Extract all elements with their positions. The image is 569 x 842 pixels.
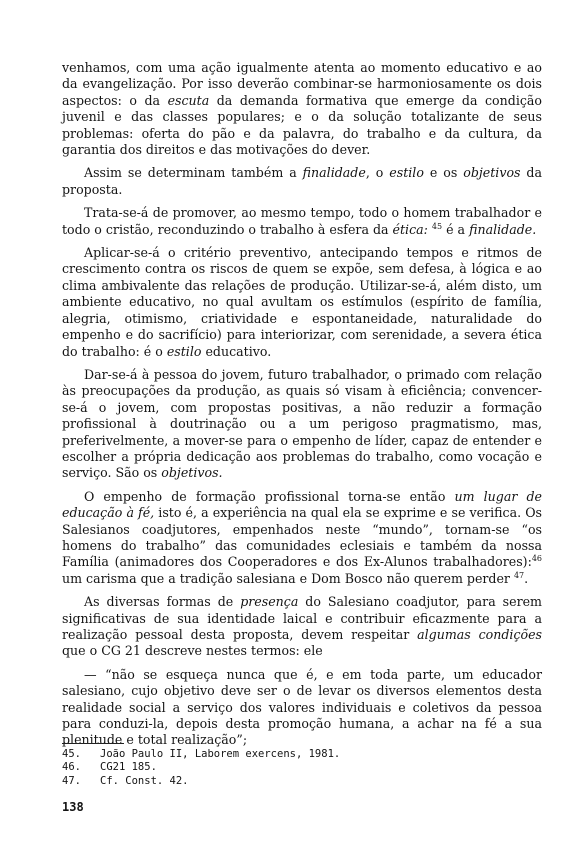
paragraph [62,60,542,158]
emphasis-text: estilo [166,343,202,359]
text-run: . [524,570,529,586]
footnote-number: 46. [62,761,81,774]
text-run: que o CG 21 descreve nestes termos: ele [62,643,323,659]
footnote-ref: 47 [513,570,525,580]
paragraph [62,489,542,587]
emphasis-text: objetivos. [161,465,223,481]
text-run: é a [442,221,470,237]
quote-paragraph [62,667,542,749]
text-run: O empenho de formação profissional torna-se então [84,488,455,504]
text-run: As diversas formas de [84,594,241,610]
emphasis-text: presença [240,594,299,610]
emphasis-text: escuta [167,92,210,108]
footnote [62,761,542,774]
text-run: educativo. [201,343,272,359]
text-run: Aplicar-se-á o critério preventivo, antecipando tempos e ritmos de crescimento contra os riscos de quem se expõe, sem defesa, à lógica e ao clima ambivalente das relações de produção. Utilizar-se-á, além disto, um ambiente educativo, no qual avultam os estímulos (espírito de família, alegria, otimismo, criatividade e espontaneidade, naturalidade do empenho e do sacrifício) para interiorizar, com serenidade, a severa ética do trabalho: é o [62,245,542,359]
text-run: , o [365,165,390,181]
emphasis-text: finalidade. [469,221,537,237]
footnote [62,748,542,761]
paragraph [62,245,542,360]
footnote-text: João Paulo II, Laborem exercens, 1981. [100,748,341,760]
text-run: — “não se esqueça nunca que é, e em toda parte, um educador salesiano, cujo objetivo deve ser o de levar os diversos elementos desta realidade social a serviço dos valores individuais e coletivos da pessoa para conduzi-la, depois desta promoção humana, a achar na fé a sua plenitude e total realização”; [62,666,542,748]
text-run: Assim se determinam também a [84,165,303,181]
footnote-ref: 45 [431,221,443,231]
emphasis-text: finalidade [302,165,366,181]
emphasis-text: estilo [389,165,424,181]
emphasis-text: um lugar de educação à fé, [62,488,542,521]
emphasis-text: objetivos [463,165,521,181]
paragraph [62,205,542,238]
emphasis-text: algumas condições [417,627,542,642]
paragraph [62,367,542,482]
footnote-text: CG21 185. [100,761,157,774]
paragraph [62,165,542,198]
text-run: da demanda formativa que emerge da condição juvenil e das classes populares; e o da solução totalizante de seus problemas: oferta do pão e da palavra, do trabalho e da cultura, da garantia dos direitos e das motivações do dever. [62,92,542,158]
text-run: do Salesiano coadjutor, para serem significativas de sua identidade laical e contribuir eficazmente para a realização pessoal desta proposta, devem respeitar [62,594,543,642]
paragraph [62,594,542,660]
text-run: da proposta. [62,165,542,197]
footnote-ref: 46 [531,554,542,564]
main-text [62,60,542,749]
text-run: Trata-se-á de promover, ao mesmo tempo, todo o homem trabalhador e todo o cristão, reconduzindo o trabalho à esfera da [62,205,542,237]
emphasis-text: ética: [392,221,428,237]
footnote [62,775,542,788]
text-run: Dar-se-á à pessoa do jovem, futuro trabalhador, o primado com relação às preocupações da produção, as quais só visam à eficiência; convencer-se-á o jovem, com propostas positivas, a não reduzir a formação profissional à doutrinação ou a um perigoso pragmatismo, mas, preferivelmente, a mover-se para o empenho de líder, capaz de entender e escolher a própria dedicação aos problemas do trabalho, como vocação e serviço. São os [62,366,542,481]
footnote-divider [62,743,124,744]
footnote-number: 47. [62,774,81,787]
text-run: um carisma que a tradição salesiana e Dom Bosco não querem perder [62,570,514,586]
footnote-text: Cf. Const. 42. [100,774,189,787]
page-number: 138 [62,800,84,814]
footnotes [62,748,542,788]
text-run: isto é, a experiência na qual ela se exprime e se verifica. Os Salesianos coadjutores, empenhados neste “mundo”, tornam-se “os homens do trabalho” das comunidades eclesiais e também da nossa Família (animadores dos Cooperadores e dos Ex-Alunos trabalhadores): [62,505,542,570]
text-run: venhamos, com uma ação igualmente atenta ao momento educativo e ao da evangelização. Por isso deverão combinar-se harmoniosamente os dois aspectos: o da [62,60,542,108]
footnote-number: 45. [62,748,81,760]
text-run: e os [423,165,464,181]
